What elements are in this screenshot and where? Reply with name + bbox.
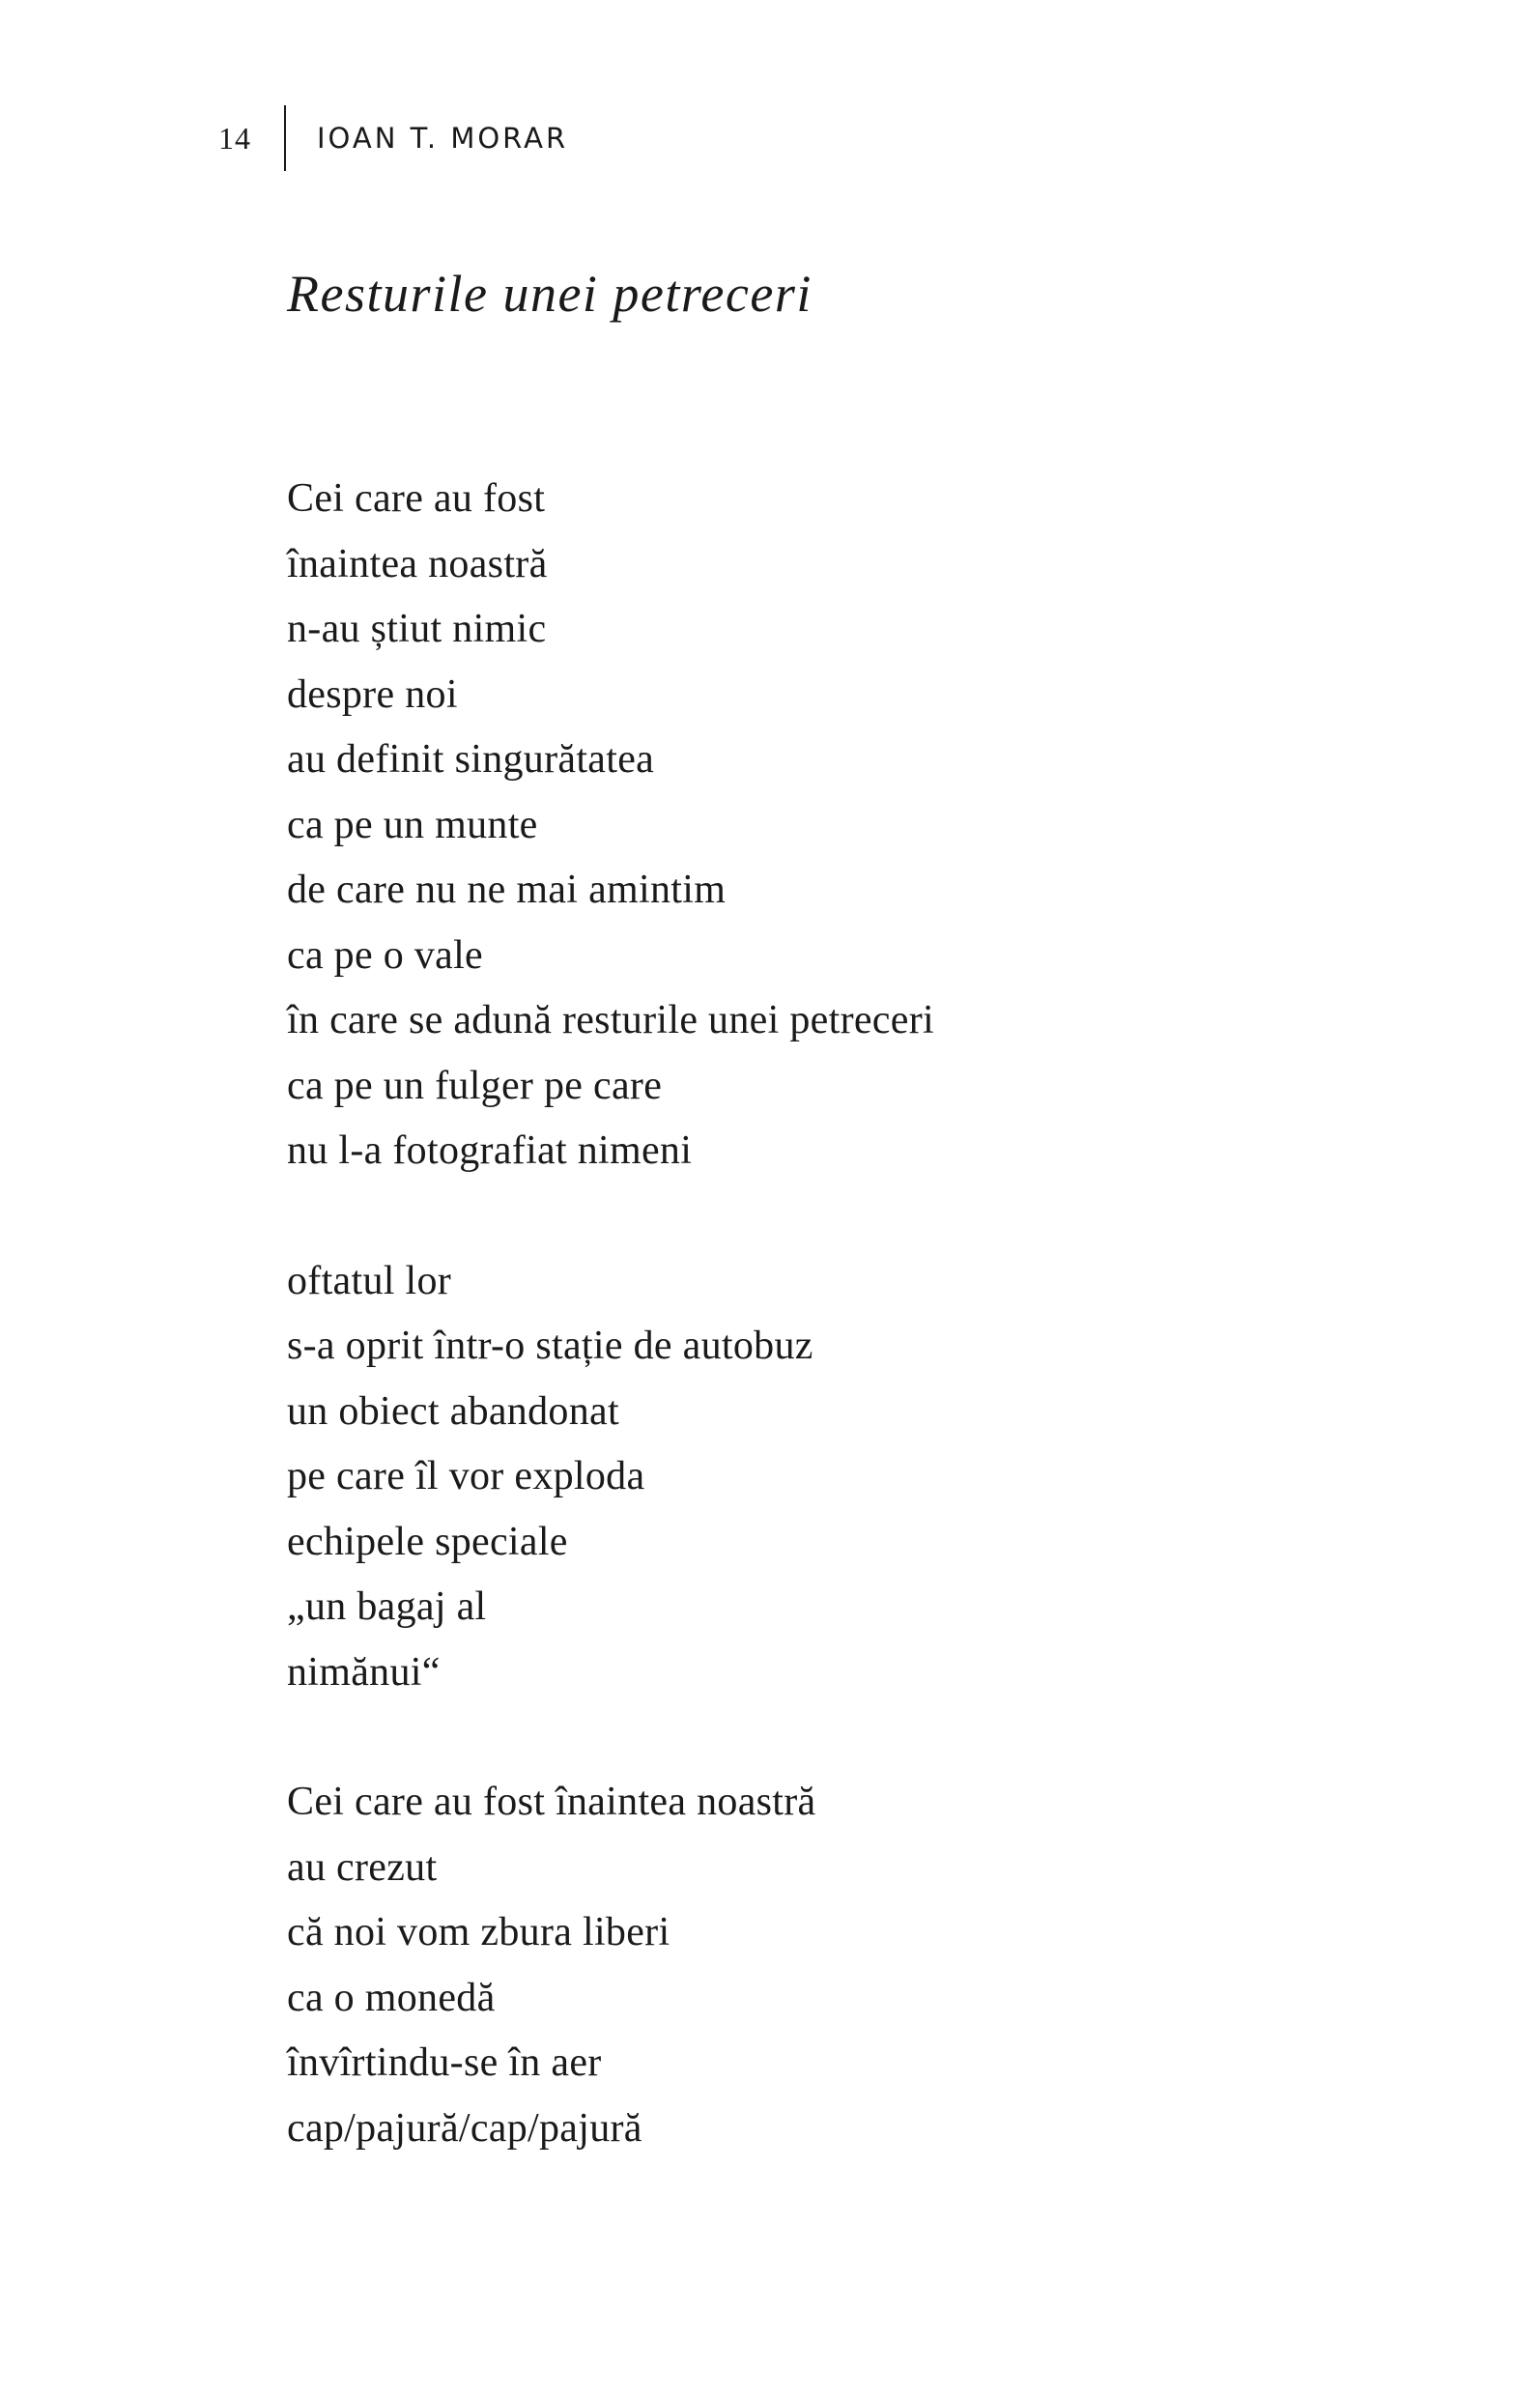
header-divider (284, 105, 286, 171)
poem-line: de care nu ne mai amintim (287, 868, 727, 912)
poem-line: ca pe o vale (287, 932, 483, 978)
page-number: 14 (218, 121, 251, 156)
poem-line: oftatul lor (287, 1258, 452, 1303)
poem-line: au definit singurătatea (287, 737, 655, 782)
poem-line: învîrtindu-se în aer (287, 2040, 602, 2085)
stanza-3 (287, 1770, 1398, 2161)
poem-line: un obiect abandonat (287, 1388, 619, 1434)
poem-line: despre noi (287, 671, 458, 717)
author-name: IOAN T. MORAR (317, 121, 569, 155)
poem-line: ca pe un fulger pe care (287, 1063, 663, 1108)
poem-line: ca o monedă (287, 1975, 496, 2020)
poem-line: nimănui“ (287, 1649, 441, 1695)
poem-line: „un bagaj al (287, 1584, 487, 1629)
running-head (218, 111, 568, 165)
poem-line: pe care îl vor exploda (287, 1454, 645, 1498)
poem-title: Resturile unei petreceri (287, 265, 813, 323)
poem-line: n-au știut nimic (287, 607, 547, 651)
poem-line: echipele speciale (287, 1519, 568, 1564)
poem-line: Cei care au fost (287, 476, 546, 521)
poem-line: au crezut (287, 1844, 438, 1890)
poem-line: nu l-a fotografiat nimeni (287, 1128, 693, 1173)
stanza-2 (287, 1249, 1398, 1706)
poem-line: înaintea noastră (287, 541, 548, 586)
poem-line: în care se adună resturile unei petreceri (287, 998, 934, 1042)
poem-line: s-a oprit într-o stație de autobuz (287, 1324, 813, 1368)
stanza-1 (287, 467, 1398, 1184)
poem-line: ca pe un munte (287, 802, 538, 847)
poem-line: Cei care au fost înaintea noastră (287, 1780, 816, 1824)
poem-body (287, 467, 1398, 2161)
poem-line: cap/pajură/cap/pajură (287, 2105, 642, 2151)
poem-line: că noi vom zbura liberi (287, 1910, 670, 1954)
